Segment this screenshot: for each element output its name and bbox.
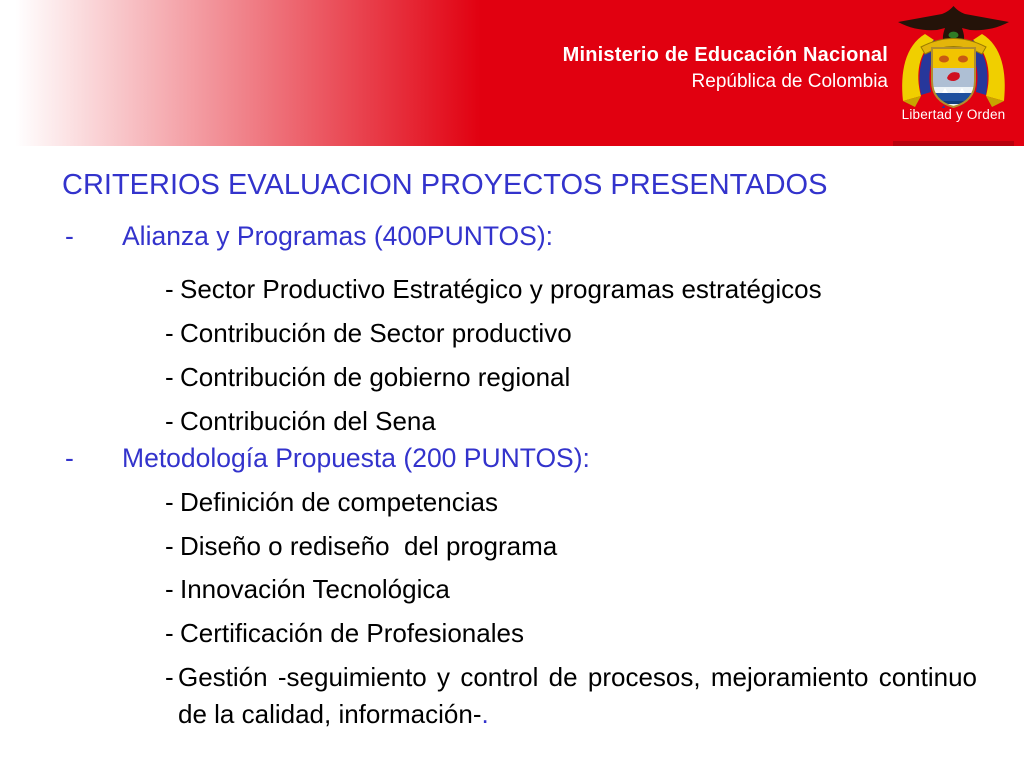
section1-heading-label: Alianza y Programas (400PUNTOS): — [122, 221, 554, 251]
bullet-item-label: Sector Productivo Estratégico y programas estratégicos — [180, 274, 822, 304]
bullet-item-label: Innovación Tecnológica — [180, 574, 450, 604]
bullet-dash: - — [65, 221, 74, 251]
header-banner — [0, 0, 1024, 146]
bullet-item-suffix: . — [481, 699, 489, 729]
header-text-block — [563, 42, 888, 95]
bullet-dash: - — [165, 574, 174, 604]
bullet-item — [165, 363, 570, 392]
bullet-item — [165, 575, 450, 604]
bullet-item — [165, 488, 498, 517]
motto-text: Libertad y Orden — [901, 107, 1006, 122]
section1-heading — [65, 222, 553, 251]
bullet-dash: - — [165, 406, 174, 436]
bullet-item — [165, 619, 524, 648]
bullet-item-label: Contribución de gobierno regional — [180, 362, 571, 392]
bullet-item-label: Certificación de Profesionales — [180, 618, 524, 648]
bullet-item-label: Contribución de Sector productivo — [180, 318, 572, 348]
bullet-dash: - — [165, 487, 174, 517]
bullet-item-label: Gestión -seguimiento y control de procesos, mejoramiento continuo de la calidad, información- — [178, 662, 977, 729]
bullet-item — [165, 275, 822, 304]
section2-heading — [65, 444, 590, 473]
emblem-bottom-edge — [893, 141, 1014, 146]
bullet-item-label: Diseño o rediseño del programa — [180, 531, 558, 561]
bullet-dash: - — [165, 531, 174, 561]
bullet-dash: - — [65, 443, 74, 473]
bullet-dash: - — [165, 274, 174, 304]
bullet-item-label: Contribución del Sena — [180, 406, 436, 436]
bullet-dash: - — [165, 362, 174, 392]
bullet-dash: - — [165, 662, 174, 692]
bullet-dash: - — [165, 618, 174, 648]
bullet-item-justified — [165, 659, 977, 733]
coat-of-arms-icon — [892, 4, 1015, 108]
bullet-item-label: Definición de competencias — [180, 487, 498, 517]
bullet-item — [165, 532, 557, 561]
republic-name: República de Colombia — [691, 71, 888, 92]
slide-title: CRITERIOS EVALUACION PROYECTOS PRESENTADOS — [62, 169, 828, 201]
bullet-item — [165, 407, 436, 436]
section2-heading-label: Metodología Propuesta (200 PUNTOS): — [122, 443, 590, 473]
ministry-name: Ministerio de Educación Nacional — [562, 44, 888, 66]
colombia-emblem-block — [891, 0, 1016, 146]
bullet-dash: - — [165, 318, 174, 348]
bullet-item — [165, 319, 572, 348]
